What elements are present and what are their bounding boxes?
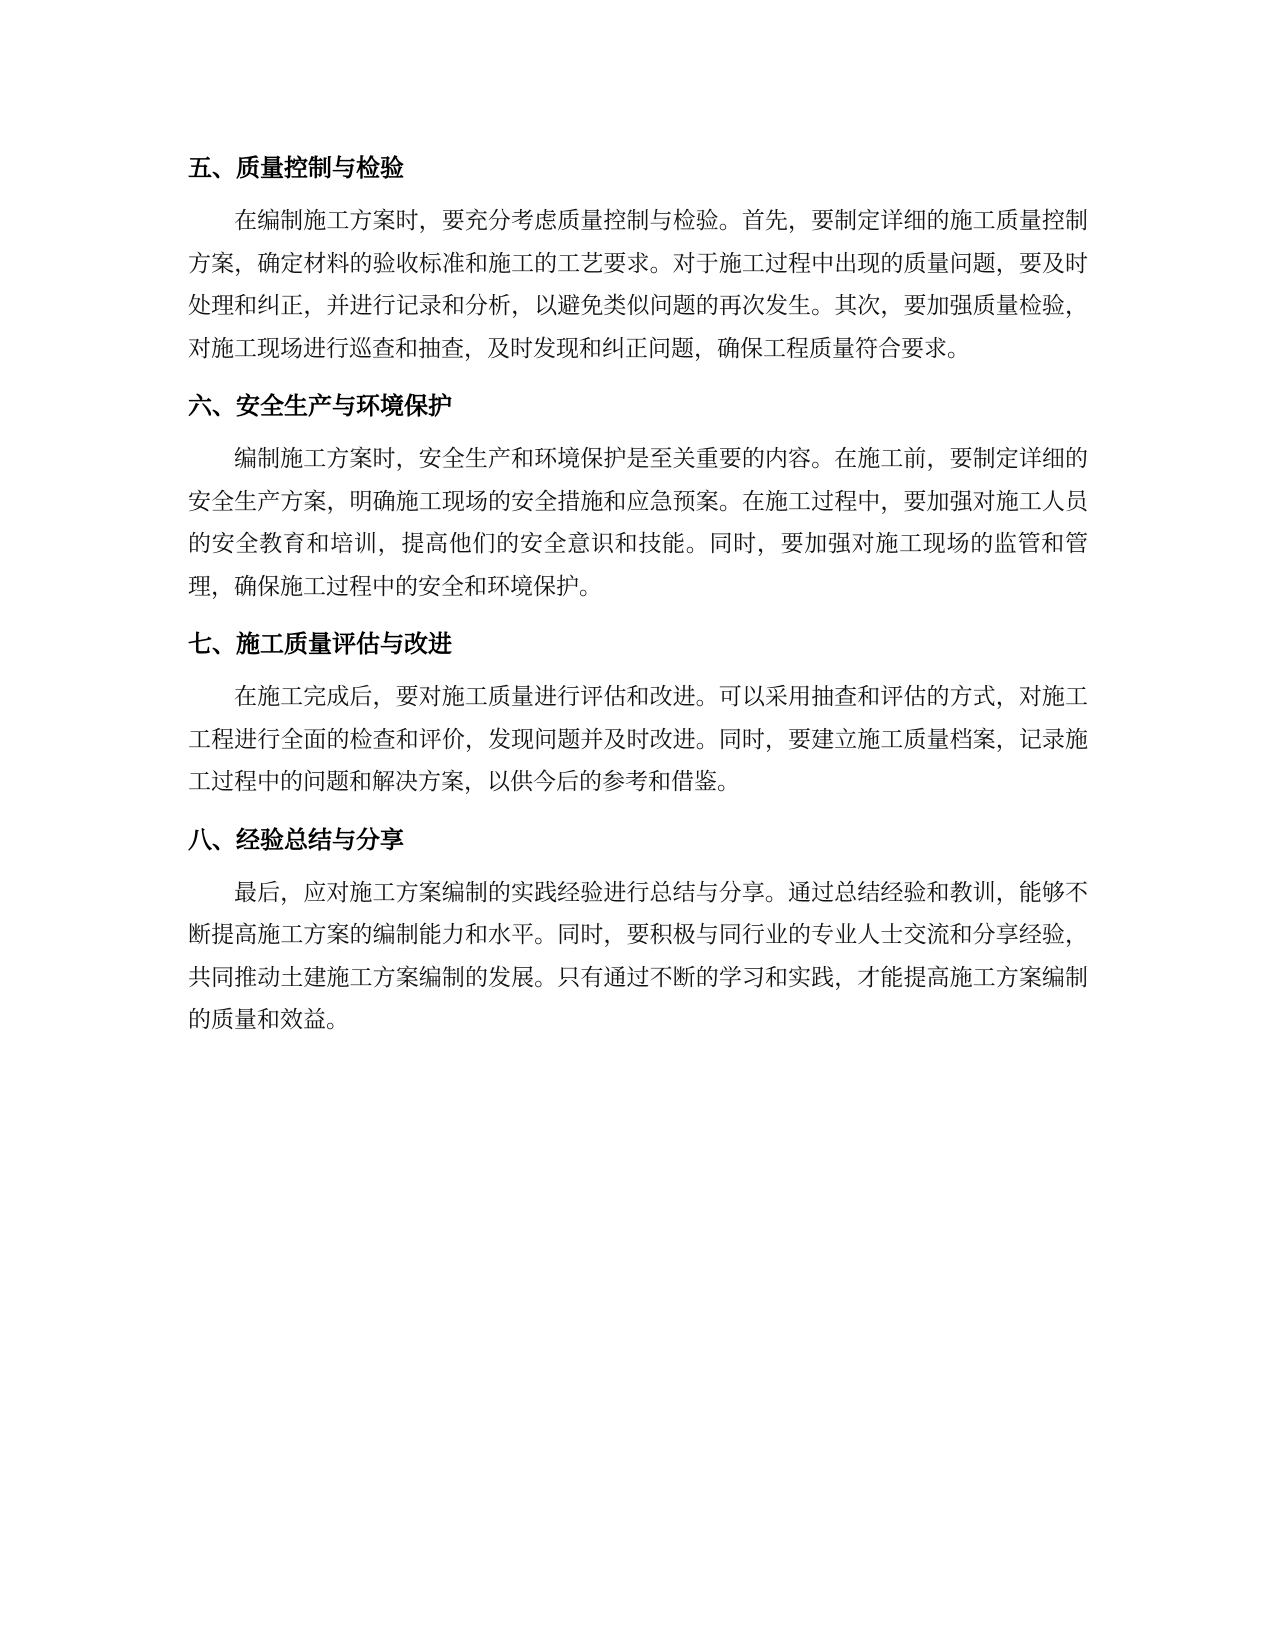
section-heading: 七、施工质量评估与改进 — [188, 630, 452, 658]
section-experience-sharing — [188, 820, 1088, 1042]
section-paragraph: 编制施工方案时，安全生产和环境保护是至关重要的内容。在施工前，要制定详细的安全生产方案，明确施工现场的安全措施和应急预案。在施工过程中，要加强对施工人员的安全教育和培训，提高他们的安全意识和技能。同时，要加强对施工现场的监管和管理，确保施工过程中的安全和环境保护。 — [188, 446, 1088, 600]
section-heading: 六、安全生产与环境保护 — [188, 392, 452, 420]
section-paragraph: 在编制施工方案时，要充分考虑质量控制与检验。首先，要制定详细的施工质量控制方案，确定材料的验收标准和施工的工艺要求。对于施工过程中出现的质量问题，要及时处理和纠正，并进行记录和分析，以避免类似问题的再次发生。其次，要加强质量检验，对施工现场进行巡查和抽查，及时发现和纠正问题，确保工程质量符合要求。 — [188, 208, 1088, 362]
section-quality-control — [188, 148, 1088, 370]
section-paragraph: 最后，应对施工方案编制的实践经验进行总结与分享。通过总结经验和教训，能够不断提高施工方案的编制能力和水平。同时，要积极与同行业的专业人士交流和分享经验，共同推动土建施工方案编制的发展。只有通过不断的学习和实践，才能提高施工方案编制的质量和效益。 — [188, 879, 1088, 1033]
document-content — [188, 148, 1088, 1058]
section-heading: 五、质量控制与检验 — [188, 154, 404, 182]
section-safety-environment — [188, 386, 1088, 608]
section-paragraph: 在施工完成后，要对施工质量进行评估和改进。可以采用抽查和评估的方式，对施工工程进行全面的检查和评价，发现问题并及时改进。同时，要建立施工质量档案，记录施工过程中的问题和解决方案，以供今后的参考和借鉴。 — [188, 684, 1088, 795]
section-heading: 八、经验总结与分享 — [188, 825, 404, 854]
section-quality-evaluation — [188, 624, 1088, 804]
